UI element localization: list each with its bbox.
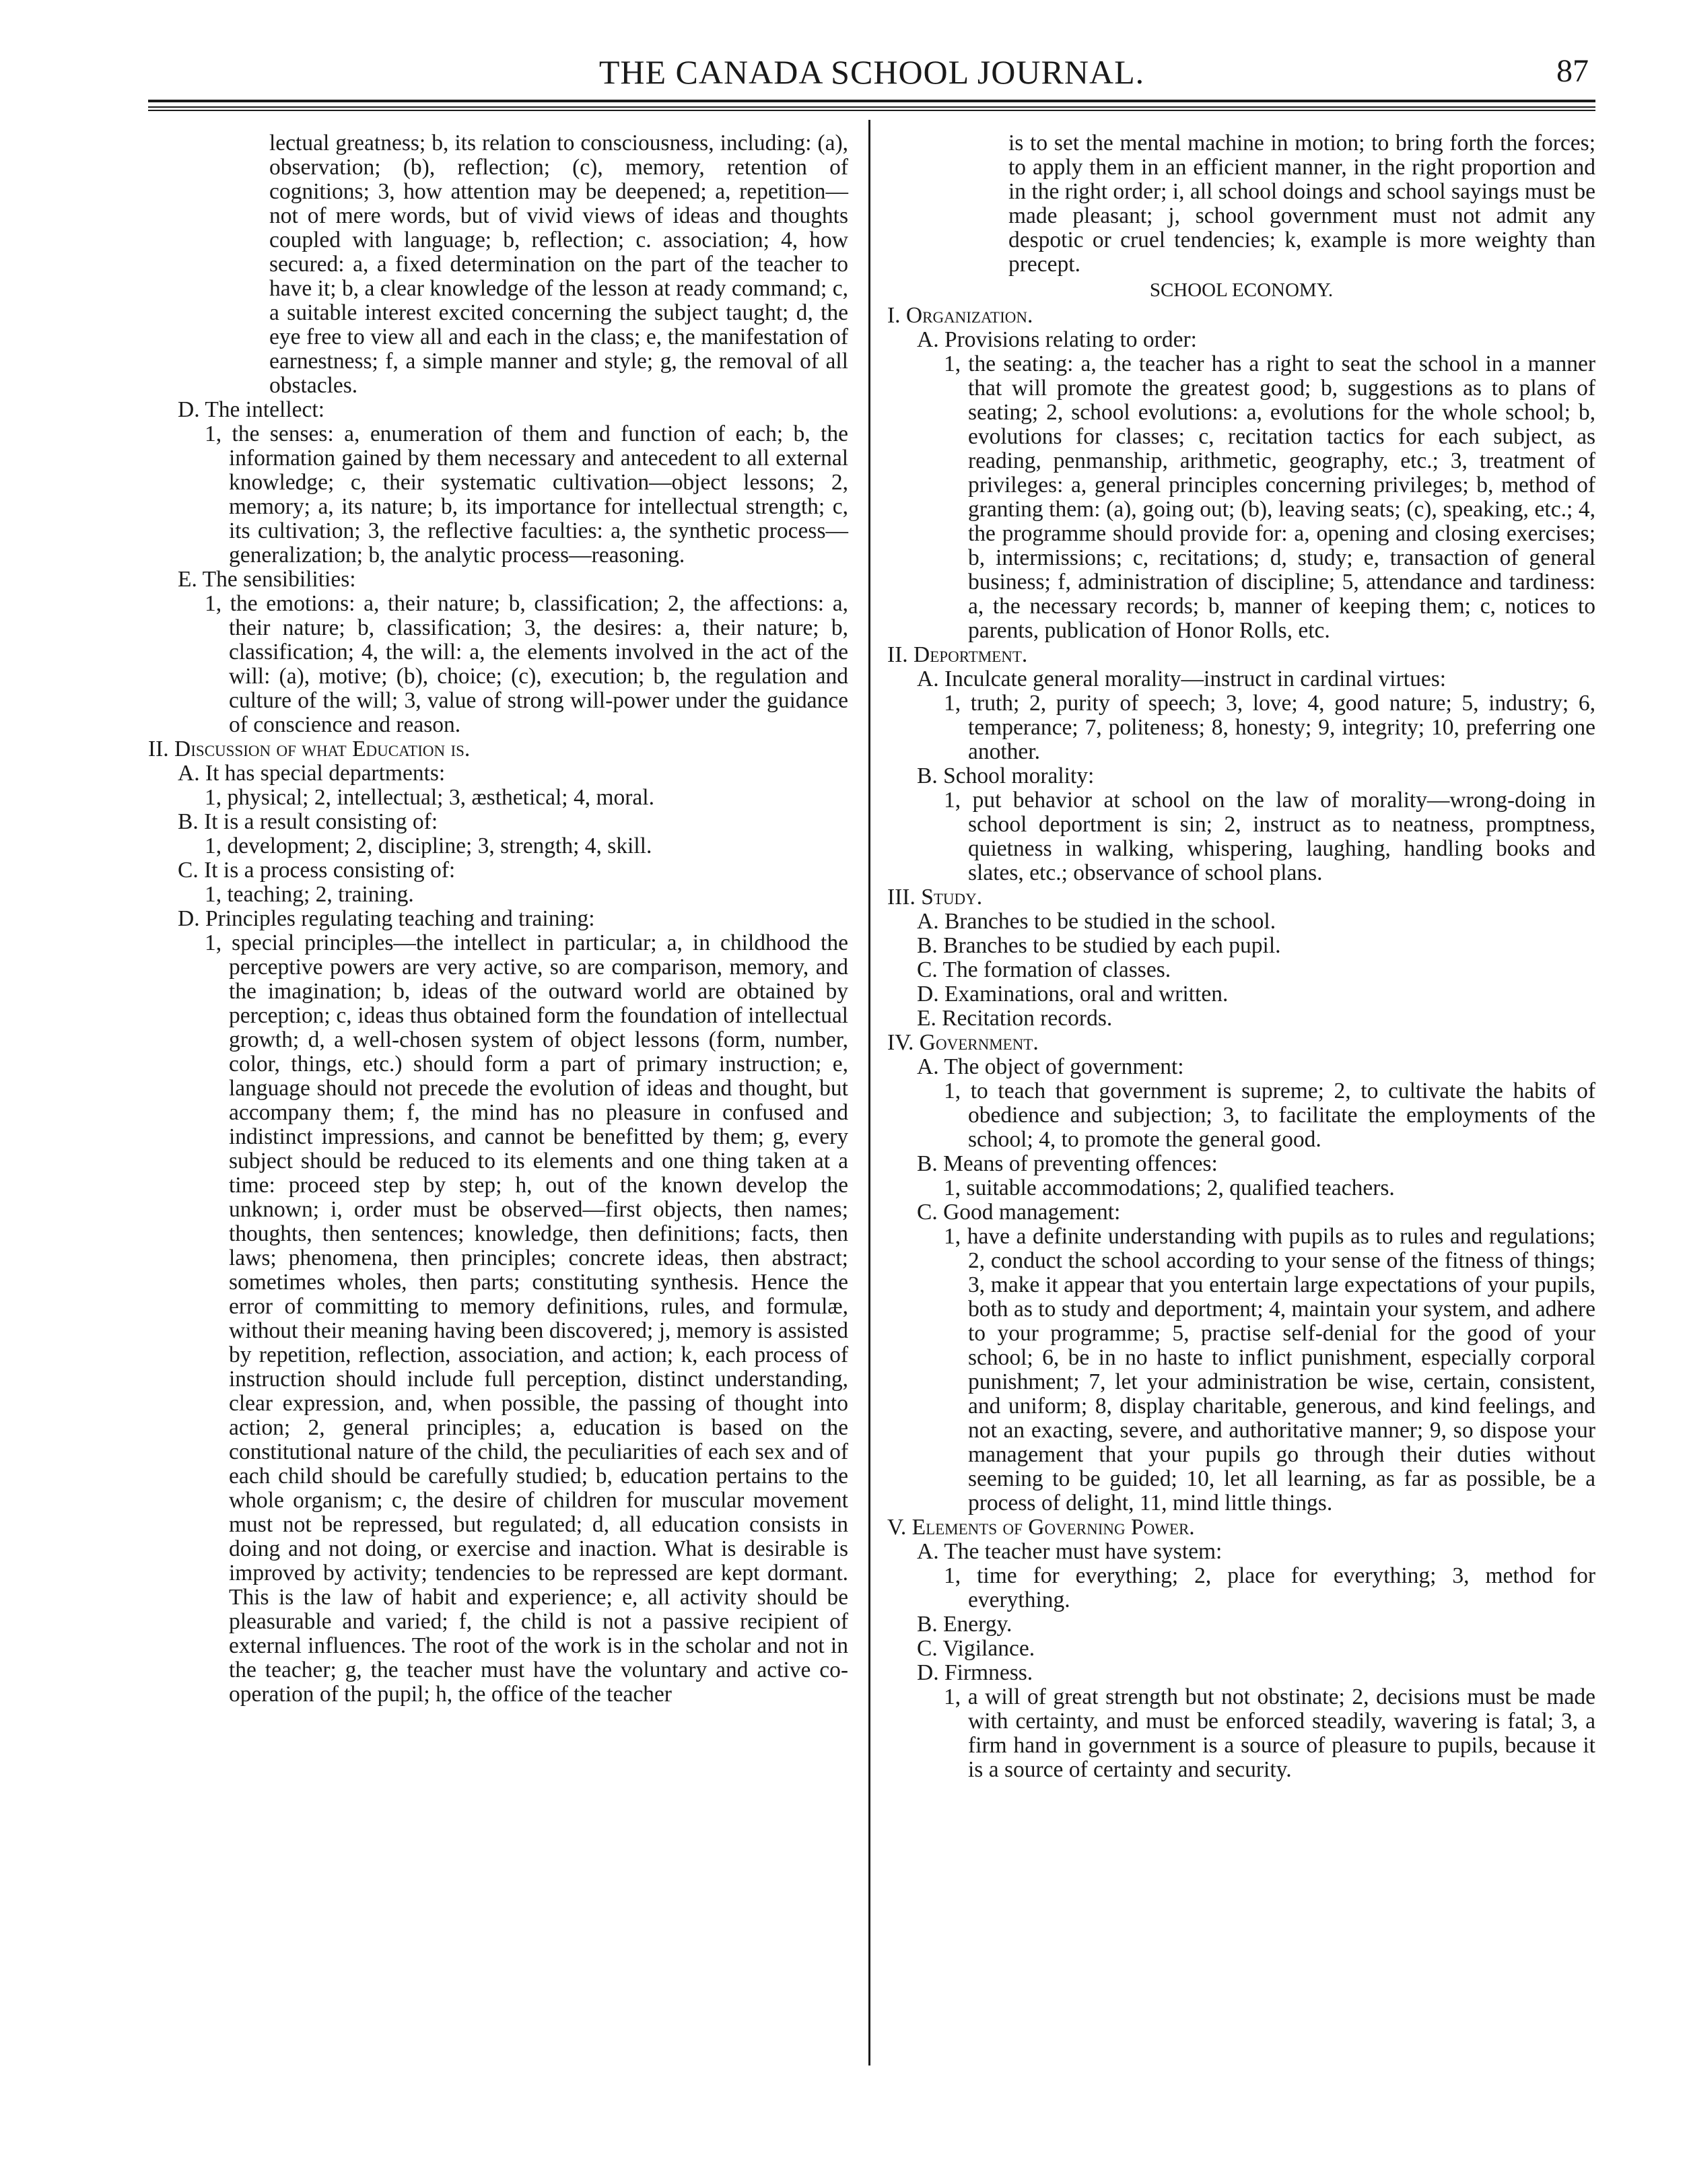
- right-column: [887, 131, 1595, 1782]
- outline-item: A. Provisions relating to order:: [917, 327, 1197, 352]
- outline-heading: II. Deportment.: [887, 642, 1028, 667]
- outline-item: B. Branches to be studied by each pupil.: [917, 933, 1281, 958]
- outline-heading: III. Study.: [887, 885, 983, 910]
- journal-title: THE CANADA SCHOOL JOURNAL.: [598, 53, 1145, 91]
- outline-item: 1, the seating: a, the teacher has a right to seat the school in a manner that will promote the greatest good; b, suggestions as to plans of seating; 2, school evolutions: a, evolutions for the whole school; b, evolutions for classes; c, recitation tactics for each subject, as reading, penmanship, arithmetic, geography, etc.; 3, treatment of privileges: a, general principles concerning privileges; b, method of granting them: (a), going out; (b), leaving seats; (c), speaking, etc.; 4, the programme should provide for: a, opening and closing exercises; b, intermissions; c, recitations; d, study; e, transaction of general business; f, administration of discipline; 5, attendance and tardiness: a, the necessary records; b, manner of keeping them; c, notices to parents, publication of Honor Rolls, etc.: [944, 351, 1595, 643]
- outline-item: 1, physical; 2, intellectual; 3, æsthetical; 4, moral.: [205, 785, 654, 810]
- outline-item: E. Recitation records.: [917, 1006, 1113, 1031]
- page-header: [148, 53, 1595, 100]
- outline-item: 1, the emotions: a, their nature; b, classification; 2, the affections: a, their nature; b, classification; 3, the desires: a, their nature; b, classification; 4, the will: a, the elements involved in the act of the will: (a), motive; (b), choice; (c), execution; b, the regulation and culture of the will; 3, value of strong will-power under the guidance of conscience and reason.: [205, 591, 848, 737]
- outline-item: 1, suitable accommodations; 2, qualified teachers.: [944, 1175, 1395, 1200]
- outline-item: 1, have a definite understanding with pupils as to rules and regulations; 2, conduct the school according to your sense of the fitness of things; 3, make it appear that you entertain large expectations of your pupils, both as to study and deportment; 4, maintain your system, and adhere to your programme; 5, practise self-denial for the good of your school; 6, be in no haste to inflict punishment, especially corporal punishment; 7, let your administration be wise, certain, consistent, and uniform; 8, display charitable, generous, and kind feelings, and not an exacting, severe, and authoritative manner; 9, so dispose your management that your pupils go through their duties without seeming to be guided; 10, let all learning, as far as possible, be a process of delight, 11, mind little things.: [944, 1224, 1595, 1515]
- outline-item: A. Branches to be studied in the school.: [917, 909, 1276, 934]
- outline-item: 1, development; 2, discipline; 3, strength; 4, skill.: [205, 833, 652, 858]
- outline-item: lectual greatness; b, its relation to consciousness, including: (a), observation; (b), reflection; (c), memory, retention of cognitions; 3, how attention may be deepened; a, repetition—not of mere words, but of vivid views of ideas and thoughts coupled with language; b, reflection; c. association; 4, how secured: a, a fixed determination on the part of the teacher to have it; b, a clear knowledge of the lesson at ready command; c, a suitable interest excited concerning the subject taught; d, the eye free to view all and each in the class; e, the manifestation of earnestness; f, a simple manner and style; g, the removal of all obstacles.: [269, 131, 848, 398]
- outline-item: A. The teacher must have system:: [917, 1539, 1223, 1564]
- outline-item: A. It has special departments:: [178, 761, 446, 786]
- outline-heading: II. Discussion of what Education is.: [148, 737, 471, 761]
- outline-item: C. The formation of classes.: [917, 957, 1171, 982]
- outline-item: 1, special principles—the intellect in particular; a, in childhood the perceptive powers are very active, so are comparison, memory, and the imagination; b, ideas of the outward world are obtained by perception; c, ideas thus obtained form the foundation of intellectual growth; d, a well-chosen system of object lessons (form, number, color, things, etc.) should form a part of primary instruction; e, language should not precede the evolution of ideas and thought, but accompany them; f, the mind has no pleasure in confused and indistinct impressions, and cannot be benefitted by them; g, every subject should be reduced to its elements and one thing taken at a time: proceed step by step; h, out of the known develop the unknown; i, order must be observed—first objects, then names; thoughts, then sentences; knowledge, then definitions; facts, then laws; phenomena, then principles; concrete ideas, then abstract; sometimes wholes, then parts; constituting synthesis. Hence the error of committing to memory definitions, rules, and formulæ, without their meaning having been discovered; j, memory is assisted by repetition, reflection, association, and action; k, each process of instruction should include full perception, distinct understanding, clear expression, and, when possible, the passing of thought into action; 2, general principles; a, education is based on the constitutional nature of the child, the peculiarities of each sex and of each child should be carefully studied; b, education pertains to the whole organism; c, the desire of children for muscular movement must not be repressed, but regulated; d, all education consists in doing and not doing, or exercise and inaction. What is desirable is improved by activity; tendencies to be repressed are kept dormant. This is the law of habit and experience; e, all activity should be pleasurable and varied; f, the child is not a passive recipient of external influences. The root of the work is in the scholar and not in the teacher; g, the teacher must have the voluntary and active co-operation of the pupil; h, the office of the teacher: [205, 930, 848, 1707]
- outline-item: D. Examinations, oral and written.: [917, 982, 1229, 1006]
- page-number: 87: [1556, 53, 1589, 89]
- outline-heading: I. Organization.: [887, 303, 1033, 328]
- outline-heading: V. Elements of Governing Power.: [887, 1515, 1195, 1540]
- outline-item: D. Firmness.: [917, 1660, 1033, 1685]
- header-rule: [148, 110, 1595, 111]
- outline-item: A. Inculcate general morality—instruct in cardinal virtues:: [917, 667, 1447, 691]
- outline-item: is to set the mental machine in motion; to bring forth the forces; to apply them in an efficient manner, in the right proportion and in the right order; i, all school doings and school sayings must be made pleasant; j, school government must not admit any despotic or cruel tendencies; k, example is more weighty than precept.: [1008, 131, 1595, 277]
- section-heading: SCHOOL ECONOMY.: [1149, 279, 1334, 301]
- outline-item: 1, to teach that government is supreme; 2, to cultivate the habits of obedience and subjection; 3, to facilitate the employments of the school; 4, to promote the general good.: [944, 1079, 1595, 1152]
- outline-item: 1, teaching; 2, training.: [205, 882, 414, 907]
- outline-item: 1, put behavior at school on the law of morality—wrong-doing in school deportment is sin; 2, instruct as to neatness, promptness, quietness in walking, whispering, laughing, handling books and slates, etc.; observance of school plans.: [944, 788, 1595, 885]
- outline-item: 1, truth; 2, purity of speech; 3, love; 4, good nature; 5, industry; 6, temperance; 7, politeness; 8, honesty; 9, integrity; 10, preferring one another.: [944, 691, 1595, 764]
- outline-item: C. Good management:: [917, 1200, 1121, 1225]
- outline-item: B. Means of preventing offences:: [917, 1151, 1218, 1176]
- outline-item: B. Energy.: [917, 1612, 1012, 1637]
- outline-item: 1, time for everything; 2, place for everything; 3, method for everything.: [944, 1563, 1595, 1612]
- outline-heading: IV. Government.: [887, 1030, 1039, 1055]
- header-rule: [148, 106, 1595, 108]
- outline-item: C. It is a process consisting of:: [178, 858, 456, 883]
- column-divider: [868, 120, 870, 2066]
- outline-item: B. It is a result consisting of:: [178, 809, 438, 834]
- left-column: [148, 131, 848, 1707]
- header-rule: [148, 100, 1595, 102]
- outline-item: A. The object of government:: [917, 1054, 1184, 1079]
- outline-item: 1, a will of great strength but not obstinate; 2, decisions must be made with certainty, and must be enforced steadily, wavering is fatal; 3, a firm hand in government is a source of pleasure to pupils, because it is a source of certainty and security.: [944, 1684, 1595, 1782]
- outline-item: C. Vigilance.: [917, 1636, 1035, 1661]
- outline-item: D. Principles regulating teaching and training:: [178, 906, 595, 931]
- outline-item: E. The sensibilities:: [178, 567, 356, 592]
- outline-item: B. School morality:: [917, 763, 1095, 788]
- outline-item: 1, the senses: a, enumeration of them and function of each; b, the information gained by them necessary and antecedent to all external knowledge; c, their systematic cultivation—object lessons; 2, memory; a, its nature; b, its importance for intellectual strength; c, its cultivation; 3, the reflective faculties: a, the synthetic process—generalization; b, the analytic process—reasoning.: [205, 421, 848, 568]
- outline-item: D. The intellect:: [178, 397, 324, 422]
